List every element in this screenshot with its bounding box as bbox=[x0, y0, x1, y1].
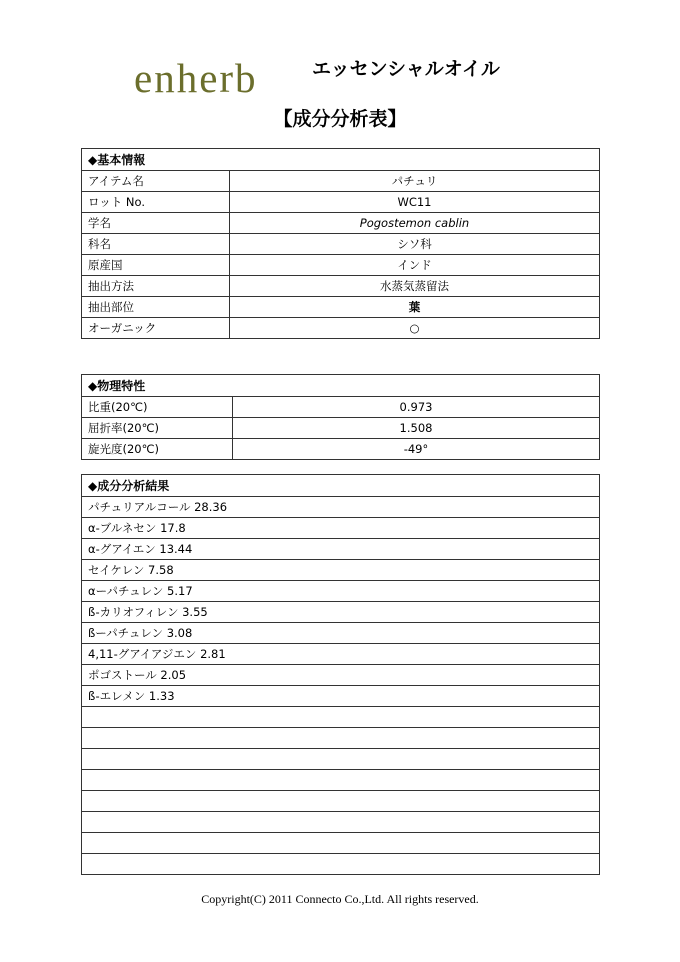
table-row bbox=[82, 439, 600, 460]
row-value: 0.973 bbox=[233, 397, 600, 418]
analysis-table bbox=[81, 474, 600, 875]
row-value: WC11 bbox=[230, 192, 600, 213]
row-value: 1.508 bbox=[233, 418, 600, 439]
table-row bbox=[82, 255, 600, 276]
list-item bbox=[82, 623, 600, 644]
component-entry: ポゴストール 2.05 bbox=[82, 665, 600, 686]
row-value: 葉 bbox=[230, 297, 600, 318]
product-type: エッセンシャルオイル bbox=[312, 58, 500, 80]
list-item bbox=[82, 560, 600, 581]
component-entry: ß-カリオフィレン 3.55 bbox=[82, 602, 600, 623]
row-label: 比重(20℃) bbox=[82, 397, 233, 418]
basic-info-table bbox=[81, 148, 600, 339]
row-label: 旋光度(20℃) bbox=[82, 439, 233, 460]
list-item bbox=[82, 854, 600, 875]
physical-heading: ◆物理特性 bbox=[82, 375, 600, 397]
row-label: 屈折率(20℃) bbox=[82, 418, 233, 439]
list-item bbox=[82, 812, 600, 833]
component-entry: セイケレン 7.58 bbox=[82, 560, 600, 581]
physical-properties-table bbox=[81, 374, 600, 460]
copyright-notice: Copyright(C) 2011 Connecto Co.,Ltd. All rights reserved. bbox=[201, 892, 479, 906]
list-item bbox=[82, 770, 600, 791]
table-row bbox=[82, 234, 600, 255]
row-value: インド bbox=[230, 255, 600, 276]
list-item bbox=[82, 791, 600, 812]
empty-row bbox=[82, 707, 600, 728]
component-entry: ß-エレメン 1.33 bbox=[82, 686, 600, 707]
table-row bbox=[82, 171, 600, 192]
row-value: 水蒸気蒸留法 bbox=[230, 276, 600, 297]
row-label: 抽出部位 bbox=[82, 297, 230, 318]
table-row bbox=[82, 397, 600, 418]
component-entry: αーパチュレン 5.17 bbox=[82, 581, 600, 602]
row-value: ○ bbox=[230, 318, 600, 339]
list-item bbox=[82, 644, 600, 665]
list-item bbox=[82, 539, 600, 560]
list-item bbox=[82, 665, 600, 686]
table-row bbox=[82, 418, 600, 439]
row-label: ロット No. bbox=[82, 192, 230, 213]
table-row bbox=[82, 192, 600, 213]
basic-info-heading: ◆基本情報 bbox=[82, 149, 600, 171]
analysis-heading: ◆成分分析結果 bbox=[82, 475, 600, 497]
table-row bbox=[82, 213, 600, 234]
row-label: 科名 bbox=[82, 234, 230, 255]
list-item bbox=[82, 707, 600, 728]
component-entry: 4,11-グアイアジエン 2.81 bbox=[82, 644, 600, 665]
list-item bbox=[82, 833, 600, 854]
component-entry: α-グアイエン 13.44 bbox=[82, 539, 600, 560]
empty-row bbox=[82, 812, 600, 833]
row-label: 学名 bbox=[82, 213, 230, 234]
row-label: アイテム名 bbox=[82, 171, 230, 192]
row-label: 抽出方法 bbox=[82, 276, 230, 297]
list-item bbox=[82, 749, 600, 770]
component-entry: ßーパチュレン 3.08 bbox=[82, 623, 600, 644]
brand-logo: enherb bbox=[134, 55, 258, 101]
list-item bbox=[82, 602, 600, 623]
row-label: オーガニック bbox=[82, 318, 230, 339]
empty-row bbox=[82, 728, 600, 749]
row-value: シソ科 bbox=[230, 234, 600, 255]
row-value: Pogostemon cablin bbox=[230, 213, 600, 234]
table-row bbox=[82, 318, 600, 339]
row-label: 原産国 bbox=[82, 255, 230, 276]
list-item bbox=[82, 686, 600, 707]
row-value: パチュリ bbox=[230, 171, 600, 192]
empty-row bbox=[82, 770, 600, 791]
list-item bbox=[82, 581, 600, 602]
empty-row bbox=[82, 833, 600, 854]
component-entry: パチュリアルコール 28.36 bbox=[82, 497, 600, 518]
empty-row bbox=[82, 854, 600, 875]
list-item bbox=[82, 728, 600, 749]
component-entry: α-ブルネセン 17.8 bbox=[82, 518, 600, 539]
list-item bbox=[82, 497, 600, 518]
empty-row bbox=[82, 791, 600, 812]
row-value: -49° bbox=[233, 439, 600, 460]
table-row bbox=[82, 297, 600, 318]
page-title: 【成分分析表】 bbox=[273, 108, 407, 130]
empty-row bbox=[82, 749, 600, 770]
table-row bbox=[82, 276, 600, 297]
list-item bbox=[82, 518, 600, 539]
